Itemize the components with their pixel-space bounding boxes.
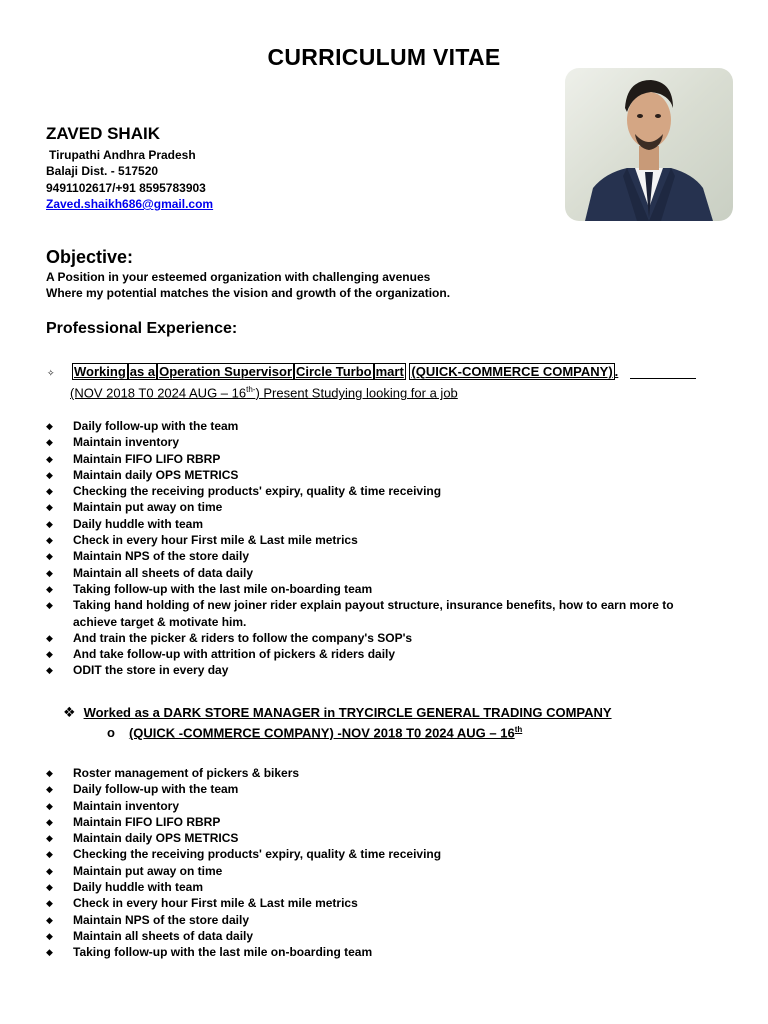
duty-text: And train the picker & riders to follow the company's SOP's [73, 630, 413, 645]
diamond-bullet-icon: ◆ [46, 502, 53, 513]
diamond-bullet-icon: ◆ [46, 600, 53, 611]
diamond-bullet-icon: ❖ [63, 704, 76, 720]
objective-line-1: A Position in your esteemed organization with challenging avenues [46, 270, 431, 284]
duty-item [46, 434, 713, 450]
diamond-bullet-icon: ◆ [46, 567, 53, 578]
diamond-bullet-icon: ◆ [46, 469, 53, 480]
duty-item [46, 879, 713, 895]
profile-photo [565, 68, 733, 221]
duty-item [46, 814, 713, 830]
duty-text: Maintain all sheets of data daily [73, 565, 254, 580]
duty-text: Maintain NPS of the store daily [73, 549, 250, 564]
duty-item [46, 451, 713, 467]
diamond-bullet-icon: ◆ [46, 518, 53, 529]
duty-text: Maintain all sheets of data daily [73, 928, 254, 943]
duty-item [46, 532, 713, 548]
objective-line-2: Where my potential matches the vision and growth of the organization. [46, 286, 451, 300]
diamond-bullet-icon: ◆ [46, 947, 53, 958]
job1-underline [630, 378, 696, 379]
diamond-bullet-icon: ◆ [46, 800, 53, 811]
duty-text: Roster management of pickers & bikers [73, 766, 300, 780]
job2-duties-list [46, 765, 713, 961]
diamond-outline-bullet-icon: ✧ [47, 368, 55, 378]
duty-item [46, 912, 713, 928]
diamond-bullet-icon: ◆ [46, 632, 53, 643]
duty-text: Daily follow-up with the team [73, 782, 239, 797]
duty-text: Checking the receiving products' expiry, quality & time receiving [73, 847, 442, 862]
diamond-bullet-icon: ◆ [46, 486, 53, 497]
duty-item [46, 597, 713, 630]
job1-period-mark: . [614, 364, 619, 379]
diamond-bullet-icon: ◆ [46, 898, 53, 909]
duty-item [46, 581, 713, 597]
job1-company-type: (QUICK-COMMERCE COMPANY) [411, 364, 613, 379]
duty-text: Maintain FIFO LIFO RBRP [73, 814, 221, 829]
duty-text: Maintain NPS of the store daily [73, 912, 250, 927]
duty-item [46, 565, 713, 581]
diamond-bullet-icon: ◆ [46, 930, 53, 941]
duty-item [46, 662, 713, 678]
diamond-bullet-icon: ◆ [46, 421, 53, 431]
duty-item [46, 895, 713, 911]
duty-item [46, 798, 713, 814]
duty-text: Maintain inventory [73, 798, 180, 813]
duty-item [46, 467, 713, 483]
address-line-1: Tirupathi Andhra Pradesh [49, 148, 196, 162]
duty-item [46, 928, 713, 944]
duty-text: Taking follow-up with the last mile on-boarding team [73, 581, 373, 596]
phone-number: 9491102617/+91 8595783903 [46, 181, 206, 195]
duty-item [46, 830, 713, 846]
diamond-bullet-icon: ◆ [46, 849, 53, 860]
diamond-bullet-icon: ◆ [46, 816, 53, 827]
circle-bullet-icon: o [107, 725, 115, 741]
job1-word-mart: mart [375, 364, 404, 379]
duty-text: Daily huddle with team [73, 880, 204, 895]
duty-text: Checking the receiving products' expiry, quality & time receiving [73, 484, 442, 499]
duty-item [46, 646, 713, 662]
diamond-bullet-icon: ◆ [46, 551, 53, 562]
duty-item [46, 781, 713, 797]
duty-item [46, 630, 713, 646]
duty-text: And take follow-up with attrition of pickers & riders daily [73, 647, 396, 662]
duty-item [46, 863, 713, 879]
duty-item [46, 944, 713, 960]
duty-text: ODIT the store in every day [73, 663, 229, 678]
job1-word-as-a: as a [129, 364, 156, 379]
address-line-2: Balaji Dist. - 517520 [46, 164, 159, 178]
duty-text: Check in every hour First mile & Last mile metrics [73, 533, 358, 548]
diamond-bullet-icon: ◆ [46, 437, 53, 448]
diamond-bullet-icon: ◆ [46, 535, 53, 546]
diamond-bullet-icon: ◆ [46, 865, 53, 876]
duty-item [46, 516, 713, 532]
diamond-bullet-icon: ◆ [46, 882, 53, 893]
duty-item [46, 548, 713, 564]
duty-item [46, 483, 713, 499]
duty-text: Maintain put away on time [73, 500, 223, 515]
diamond-bullet-icon: ◆ [46, 768, 53, 778]
duty-text: Maintain daily OPS METRICS [73, 831, 239, 846]
diamond-bullet-icon: ◆ [46, 665, 53, 676]
duty-text: Daily huddle with team [73, 516, 204, 531]
duty-text: Check in every hour First mile & Last mile metrics [73, 896, 358, 911]
diamond-bullet-icon: ◆ [46, 453, 53, 464]
duty-item [46, 418, 713, 434]
job1-duties-list [46, 418, 713, 679]
experience-heading: Professional Experience: [46, 320, 238, 337]
duty-text: Maintain daily OPS METRICS [73, 467, 239, 482]
job1-period: (NOV 2018 T0 2024 AUG – $16^{th-}$) Present Studying looking for a job [70, 385, 458, 401]
job1-word-working: Working [74, 364, 126, 379]
diamond-bullet-icon: ◆ [46, 914, 53, 925]
job2-title: ❖ Worked as a DARK STORE MANAGER in TRYCIRCLE GENERAL TRADING COMPANY [63, 704, 612, 720]
duty-item [46, 499, 713, 515]
objective-heading: Objective: [46, 247, 134, 267]
duty-item [46, 765, 713, 781]
document-title: CURRICULUM VITAE [267, 44, 501, 70]
diamond-bullet-icon: ◆ [46, 583, 53, 594]
duty-text: Taking hand holding of new joiner rider explain payout structure, insurance benefits, how to earn more to achieve target & motivate him. [73, 598, 674, 629]
duty-text: Taking follow-up with the last mile on-boarding team [73, 945, 373, 960]
candidate-name: ZAVED SHAIK [46, 124, 160, 143]
diamond-bullet-icon: ◆ [46, 649, 53, 660]
duty-text: Maintain put away on time [73, 863, 223, 878]
duty-text: Maintain FIFO LIFO RBRP [73, 451, 221, 466]
job1-company: Circle Turbo [296, 364, 372, 379]
diamond-bullet-icon: ◆ [46, 784, 53, 795]
duty-text: Maintain inventory [73, 435, 180, 450]
job2-period: o (QUICK -COMMERCE COMPANY) -NOV 2018 T0 2024 AUG – 16th [107, 725, 523, 741]
diamond-bullet-icon: ◆ [46, 833, 53, 844]
email-address[interactable] [46, 196, 213, 212]
duty-text: Daily follow-up with the team [73, 419, 239, 433]
email-link[interactable]: Zaved.shaikh686@gmail.com [46, 197, 214, 211]
duty-item [46, 846, 713, 862]
job1-position: Operation Supervisor [159, 364, 292, 379]
job1-title [72, 364, 618, 379]
